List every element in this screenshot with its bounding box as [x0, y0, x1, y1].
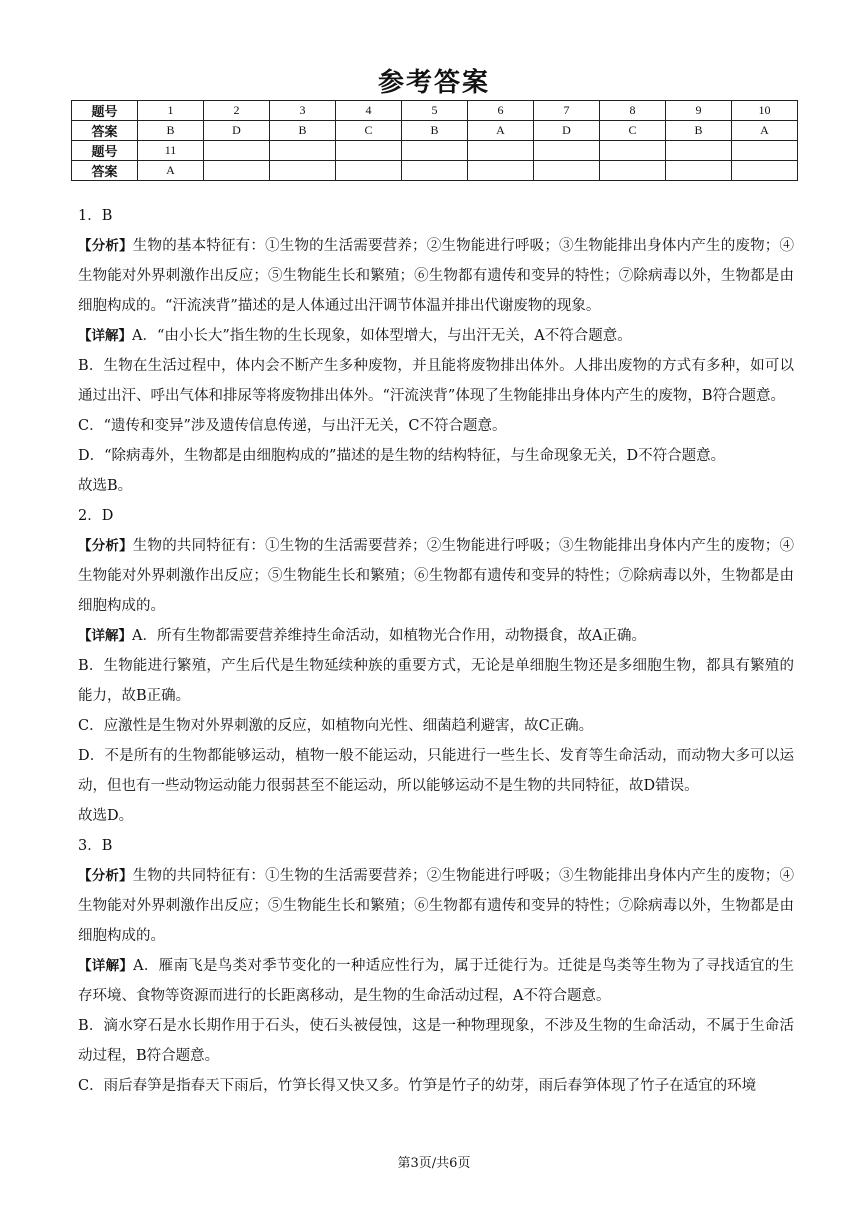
paragraph-text: C．雨后春笋是指春天下雨后，竹笋长得又快又多。竹笋是竹子的幼芽，雨后春笋体现了竹子在适宜的环境 [78, 1078, 757, 1094]
table-cell [270, 141, 336, 161]
table-cell: 5 [402, 101, 468, 121]
paragraph-text: A．雁南飞是鸟类对季节变化的一种适应性行为，属于迁徙行为。迁徙是鸟类等生物为了寻找适宜的生存环境、食物等资源而进行的长距离移动，是生物的生命活动过程，A不符合题意。 [78, 958, 795, 1004]
section-label: 【分析】 [78, 868, 133, 884]
table-cell: B [270, 121, 336, 141]
section-label: 【详解】 [78, 328, 132, 344]
explanation-paragraph [78, 351, 794, 411]
paragraph-text: 生物的共同特征有：①生物的生活需要营养；②生物能进行呼吸；③生物能排出身体内产生的废物；④生物能对外界刺激作出反应；⑤生物能生长和繁殖；⑥生物都有遗传和变异的特性；⑦除病毒以外，生物都是由细胞构成的。 [78, 538, 795, 614]
explanation-paragraph [78, 441, 794, 471]
table-cell: B [402, 121, 468, 141]
table-cell: 1 [138, 101, 204, 121]
table-cell: D [534, 121, 600, 141]
answer-explanations [78, 201, 794, 1101]
table-cell: A [468, 121, 534, 141]
table-cell [666, 141, 732, 161]
table-cell [402, 161, 468, 181]
row-label: 题号 [72, 101, 138, 121]
paragraph-text: 故选D。 [78, 808, 134, 824]
table-cell: 10 [732, 101, 798, 121]
table-cell: A [138, 161, 204, 181]
table-cell [732, 161, 798, 181]
table-cell [732, 141, 798, 161]
explanation-paragraph [78, 741, 794, 801]
table-cell: 4 [336, 101, 402, 121]
paragraph-text: B．生物在生活过程中，体内会不断产生多种废物，并且能将废物排出体外。人排出废物的方式有多种，如可以通过出汗、呼出气体和排尿等将废物排出体外。“汗流浃背”体现了生物能排出身体内产生的废物，B符合题意。 [78, 358, 794, 404]
table-cell: C [336, 121, 402, 141]
paragraph-text: 生物的基本特征有：①生物的生活需要营养；②生物能进行呼吸；③生物能排出身体内产生的废物；④生物能对外界刺激作出反应；⑤生物能生长和繁殖；⑥生物都有遗传和变异的特性；⑦除病毒以外，生物都是由细胞构成的。“汗流浃背”描述的是人体通过出汗调节体温并排出代谢废物的现象。 [78, 238, 795, 314]
table-cell: B [138, 121, 204, 141]
explanation-paragraph [78, 861, 794, 951]
section-label: 【详解】 [78, 628, 132, 644]
table-cell: B [666, 121, 732, 141]
question-answer-heading: 2．D [78, 508, 114, 524]
table-cell [600, 141, 666, 161]
table-cell [468, 161, 534, 181]
table-cell: C [600, 121, 666, 141]
paragraph-text: A．所有生物都需要营养维持生命活动，如植物光合作用，动物摄食，故A正确。 [132, 628, 646, 644]
explanation-paragraph [78, 321, 794, 351]
section-label: 【分析】 [78, 238, 133, 254]
table-cell [534, 161, 600, 181]
table-cell: 3 [270, 101, 336, 121]
explanation-paragraph [78, 651, 794, 711]
explanation-paragraph [78, 411, 794, 441]
paragraph-text: C．“遗传和变异”涉及遗传信息传递，与出汗无关，C不符合题意。 [78, 418, 507, 434]
section-label: 【详解】 [78, 958, 134, 974]
explanation-paragraph [78, 531, 794, 621]
question-answer-heading: 3．B [78, 838, 113, 854]
explanation-paragraph [78, 621, 794, 651]
table-cell [204, 161, 270, 181]
table-cell [600, 161, 666, 181]
row-label: 题号 [72, 141, 138, 161]
page-footer: 第3页/共6页 [397, 1156, 471, 1171]
table-cell [534, 141, 600, 161]
explanation-paragraph [78, 711, 794, 741]
answer-table [71, 100, 798, 181]
table-cell: D [204, 121, 270, 141]
paragraph-text: A．“由小长大”指生物的生长现象，如体型增大，与出汗无关，A不符合题意。 [132, 328, 632, 344]
table-cell [402, 141, 468, 161]
table-cell: 9 [666, 101, 732, 121]
page-title: 参考答案 [377, 68, 490, 98]
explanation-paragraph [78, 801, 794, 831]
table-cell: 6 [468, 101, 534, 121]
table-cell [270, 161, 336, 181]
paragraph-text: D．“除病毒外，生物都是由细胞构成的”描述的是生物的结构特征，与生命现象无关，D不符合题意。 [78, 448, 726, 464]
paragraph-text: B．生物能进行繁殖，产生后代是生物延续种族的重要方式，无论是单细胞生物还是多细胞生物，都具有繁殖的能力，故B正确。 [78, 658, 794, 704]
table-cell [666, 161, 732, 181]
row-label: 答案 [72, 121, 138, 141]
paragraph-text: 生物的共同特征有：①生物的生活需要营养；②生物能进行呼吸；③生物能排出身体内产生的废物；④生物能对外界刺激作出反应；⑤生物能生长和繁殖；⑥生物都有遗传和变异的特性；⑦除病毒以外，生物都是由细胞构成的。 [78, 868, 795, 944]
table-cell [336, 141, 402, 161]
table-cell [336, 161, 402, 181]
explanation-paragraph [78, 1071, 794, 1101]
paragraph-text: B．滴水穿石是水长期作用于石头，使石头被侵蚀，这是一种物理现象，不涉及生物的生命活动，不属于生命活动过程，B符合题意。 [78, 1018, 794, 1064]
table-cell: 8 [600, 101, 666, 121]
table-cell: 11 [138, 141, 204, 161]
answer-table-row [72, 161, 798, 181]
section-label: 【分析】 [78, 538, 133, 554]
table-cell: 7 [534, 101, 600, 121]
paragraph-text: D．不是所有的生物都能够运动，植物一般不能运动，只能进行一些生长、发育等生命活动，而动物大多可以运动，但也有一些动物运动能力很弱甚至不能运动，所以能够运动不是生物的共同特征，故D错误。 [78, 748, 794, 794]
row-label: 答案 [72, 161, 138, 181]
table-cell: A [732, 121, 798, 141]
explanation-paragraph [78, 231, 794, 321]
table-cell [204, 141, 270, 161]
table-cell [468, 141, 534, 161]
explanation-paragraph [78, 471, 794, 501]
paragraph-text: 故选B。 [78, 478, 133, 494]
answer-table-row [72, 101, 798, 121]
answer-table-row [72, 141, 798, 161]
question-answer-heading: 1．B [78, 208, 113, 224]
answer-table-row [72, 121, 798, 141]
paragraph-text: C．应激性是生物对外界刺激的反应，如植物向光性、细菌趋利避害，故C正确。 [78, 718, 594, 734]
table-cell: 2 [204, 101, 270, 121]
explanation-paragraph [78, 1011, 794, 1071]
explanation-paragraph [78, 951, 794, 1011]
